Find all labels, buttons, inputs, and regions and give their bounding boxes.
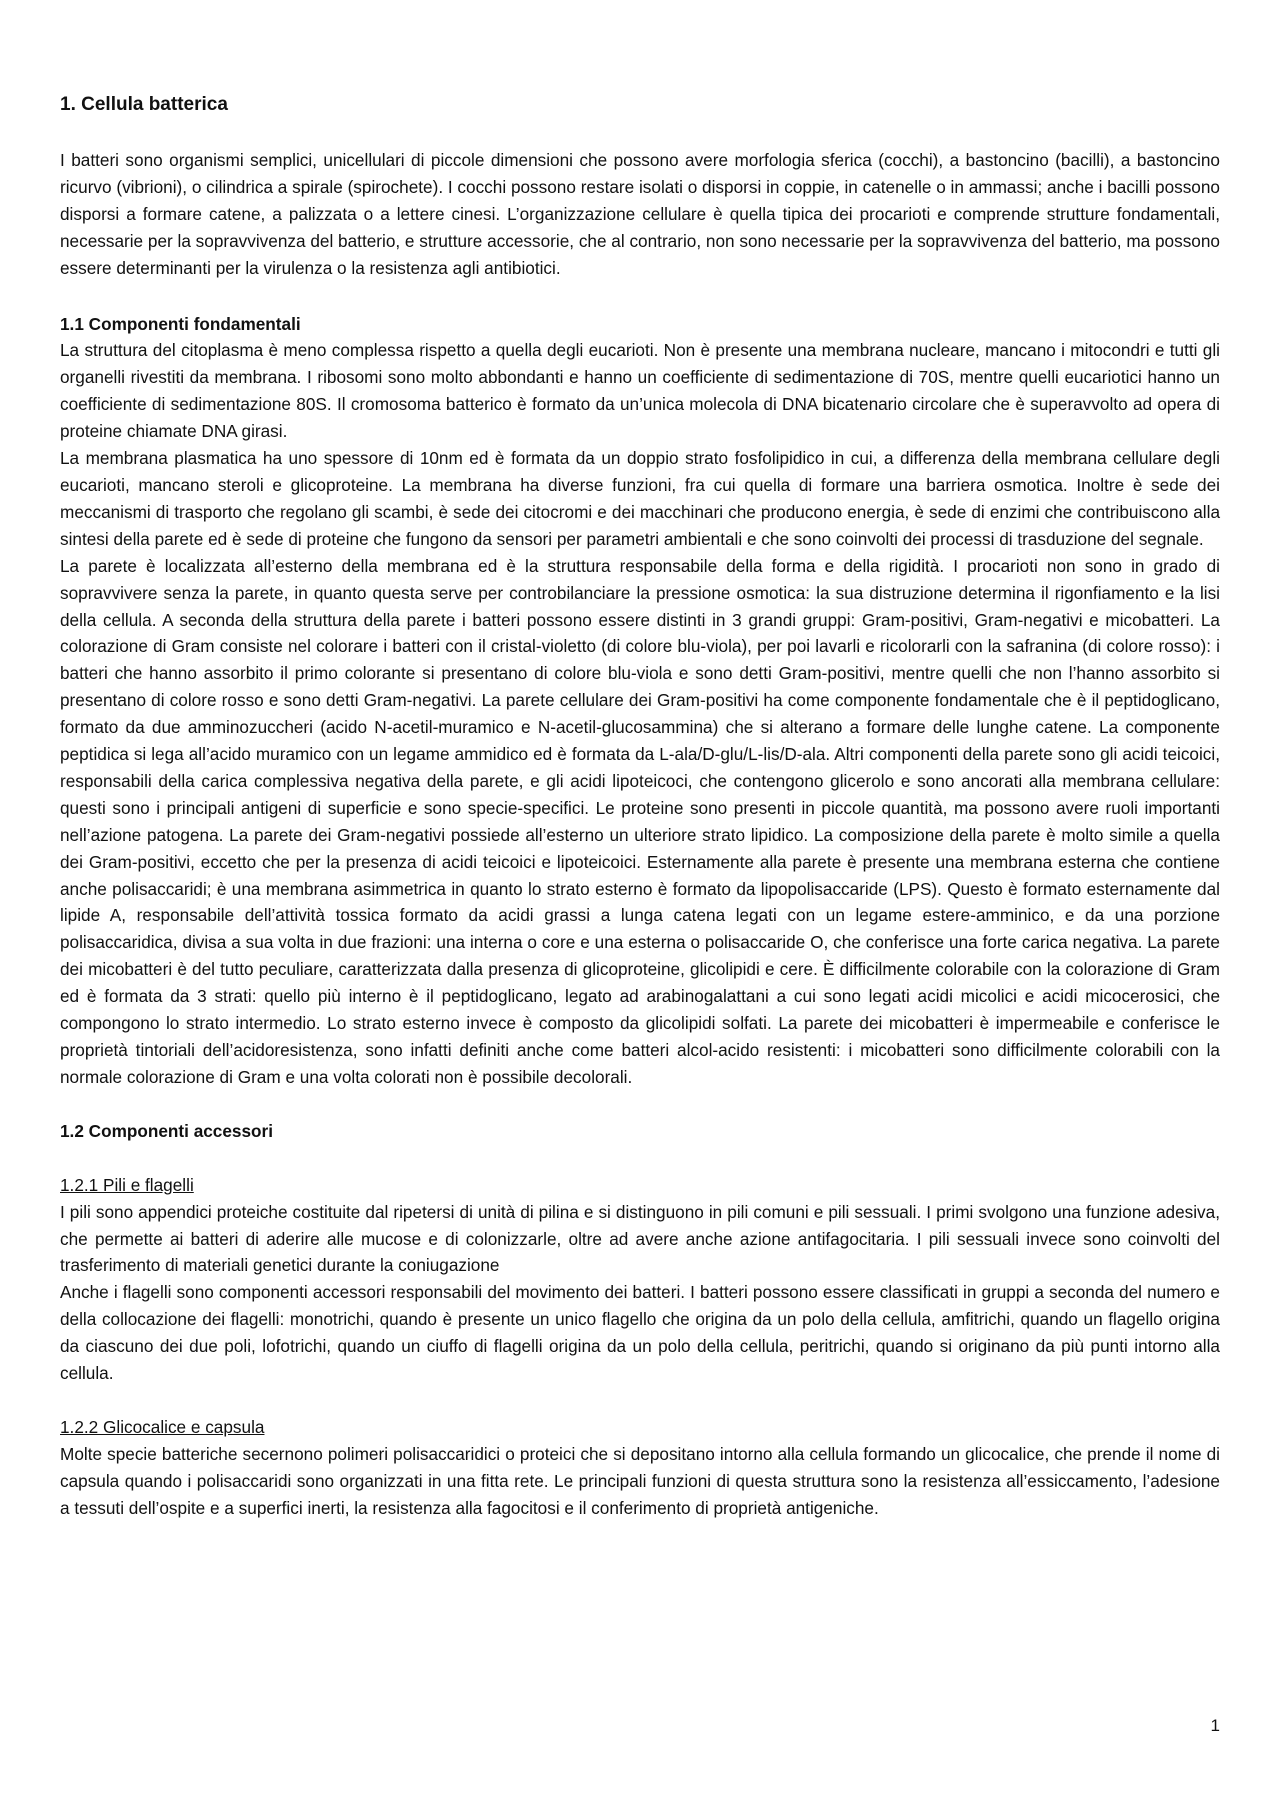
cytoplasm-paragraph: La struttura del citoplasma è meno complessa rispetto a quella degli eucarioti. Non è presente una membrana nucleare, mancano i mitocondri e tutti gli organelli rivestiti da membrana. I ribosomi sono molto abbondanti e hanno un coefficiente di sedimentazione di 70S, mentre quelli eucariotici hanno un coefficiente di sedimentazione 80S. Il cromosoma batterico è formato da un’unica molecola di DNA bicatenario circolare che è superavvolto ad opera di proteine chiamate DNA girasi. [60, 340, 1220, 442]
membrane-paragraph: La membrana plasmatica ha uno spessore di 10nm ed è formata da un doppio strato fosfolipidico in cui, a differenza della membrana cellulare degli eucarioti, mancano steroli e glicoproteine. La membrana ha diverse funzioni, fra cui quella di formare una barriera osmotica. Inoltre è sede dei meccanismi di trasporto che regolano gli scambi, è sede dei citocromi e dei macchinari che producono energia, è sede di enzimi che contribuiscono alla sintesi della parete ed è sede di proteine che fungono da sensori per parametri ambientali e che sono coinvolti dei processi di trasduzione del segnale. [60, 448, 1220, 549]
section-heading-1-1: 1.1 Componenti fondamentali [60, 313, 301, 334]
document-page [60, 92, 1220, 1522]
spacer [60, 1091, 1220, 1118]
pili-paragraph: I pili sono appendici proteiche costituite dal ripetersi di unità di pilina e si distinguono in pili comuni e pili sessuali. I primi svolgono una funzione adesiva, che permette ai batteri di aderire alle mucose e di colonizzarle, oltre ad avere anche azione antifagocitaria. I pili sessuali invece sono coinvolti del trasferimento di materiali genetici durante la coniugazione [60, 1201, 1220, 1276]
cell-wall-paragraph: La parete è localizzata all’esterno della membrana ed è la struttura responsabile della forma e della rigidità. I procarioti non sono in grado di sopravvivere senza la parete, in quanto questa serve per controbilanciare la pressione osmotica: la sua distruzione determina il rigonfiamento e la lisi della cellula. A seconda della struttura della parete i batteri possono essere distinti in 3 grandi gruppi: Gram-positivi, Gram-negativi e micobatteri. La colorazione di Gram consiste nel colorare i batteri con il cristal-violetto (di colore blu-viola), per poi lavarli e ricolorarli con la safranina (di colore rosso): i batteri che hanno assorbito il primo colorante si presentano di colore blu-viola e sono detti Gram-positivi, mentre quelli che non l’hanno assorbito si presentano di colore rosso e sono detti Gram-negativi. La parete cellulare dei Gram-positivi ha come componente fondamentale che è il peptidoglicano, formato da due amminozuccheri (acido N-acetil-muramico e N-acetil-glucosammina) che si alterano a formare delle lunghe catene. La componente peptidica si lega all’acido muramico con un legame ammidico ed è formata da L-ala/D-glu/L-lis/D-ala. Altri componenti della parete sono gli acidi teicoici, responsabili della carica complessiva negativa della parete, e gli acidi lipoteicoci, che contengono glicerolo e sono ancorati alla membrana cellulare: questi sono i principali antigeni di superficie e sono specie-specifici. Le proteine sono presenti in piccole quantità, ma possono avere ruoli importanti nell’azione patogena. La parete dei Gram-negativi possiede all’esterno un ulteriore strato lipidico. La composizione della parete è molto simile a quella dei Gram-positivi, eccetto che per la presenza di acidi teicoici e lipoteicoici. Esternamente alla parete è presente una membrana esterna che contiene anche polisaccaridi; è una membrana asimmetrica in quanto lo strato esterno è formato da lipopolisaccaride (LPS). Questo è formato esternamente dal lipide A, responsabile dell’attività tossica formato da acidi grassi a lunga catena legati con un legame estere-amminico, e da una porzione polisaccaridica, divisa a sua volta in due frazioni: una interna o core e una esterna o polisaccaride O, che conferisce una forte carica negativa. La parete dei micobatteri è del tutto peculiare, caratterizzata dalla presenza di glicoproteine, glicolipidi e cere. È difficilmente colorabile con la colorazione di Gram ed è formata da 3 strati: quello più interno è il peptidoglicano, legato ad arabinogalattani a cui sono legati acidi micolici e acidi micocerosici, che compongono lo strato intermedio. Lo strato esterno invece è composto da glicolipidi solfati. La parete dei micobatteri è impermeabile e conferisce le proprietà tintoriali dell’acidoresistenza, sono infatti definiti anche come batteri alcol-acido resistenti: i micobatteri sono difficilmente colorabili con la normale colorazione di Gram e una volta colorati non è possibile decolorali. [60, 555, 1220, 1087]
page-number: 1 [1210, 1716, 1220, 1735]
subsection-heading-1-2-1: 1.2.1 Pili e flagelli [60, 1174, 194, 1195]
spacer [60, 1387, 1220, 1414]
subsection-heading-1-2-2: 1.2.2 Glicocalice e capsula [60, 1416, 265, 1437]
flagella-paragraph: Anche i flagelli sono componenti accessori responsabili del movimento dei batteri. I batteri possono essere classificati in gruppi a seconda del numero e della collocazione dei flagelli: monotrichi, quando è presente un unico flagello che origina da un polo della cellula, amfitrichi, quando un flagello origina da ciascuno dei due poli, lofotrichi, quando un ciuffo di flagelli origina da un polo della cellula, peritrichi, quando si originano da più punti intorno alla cellula. [60, 1282, 1220, 1384]
chapter-title: 1. Cellula batterica [60, 94, 228, 115]
spacer [60, 282, 1220, 311]
capsule-paragraph: Molte specie batteriche secernono polimeri polisaccaridici o proteici che si depositano intorno alla cellula formando un glicocalice, che prende il nome di capsula quando i polisaccaridi sono organizzati in una fitta rete. Le principali funzioni di questa struttura sono la resistenza all’essiccamento, l’adesione a tessuti dell’ospite e a superfici inerti, la resistenza alla fagocitosi e il conferimento di proprietà antigeniche. [60, 1443, 1220, 1518]
section-heading-1-2: 1.2 Componenti accessori [60, 1120, 274, 1141]
intro-paragraph: I batteri sono organismi semplici, unicellulari di piccole dimensioni che possono avere morfologia sferica (cocchi), a bastoncino (bacilli), a bastoncino ricurvo (vibrioni), o cilindrica a spirale (spirochete). I cocchi possono restare isolati o disporsi in coppie, in catenelle o in ammassi; anche i bacilli possono disporsi a formare catene, a palizzata o a lettere cinesi. L’organizzazione cellulare è quella tipica dei procarioti e comprende strutture fondamentali, necessarie per la sopravvivenza del batterio, e strutture accessorie, che al contrario, non sono necessarie per la sopravvivenza del batterio, ma possono essere determinanti per la virulenza o la resistenza agli antibiotici. [60, 150, 1220, 278]
spacer [60, 1145, 1220, 1172]
